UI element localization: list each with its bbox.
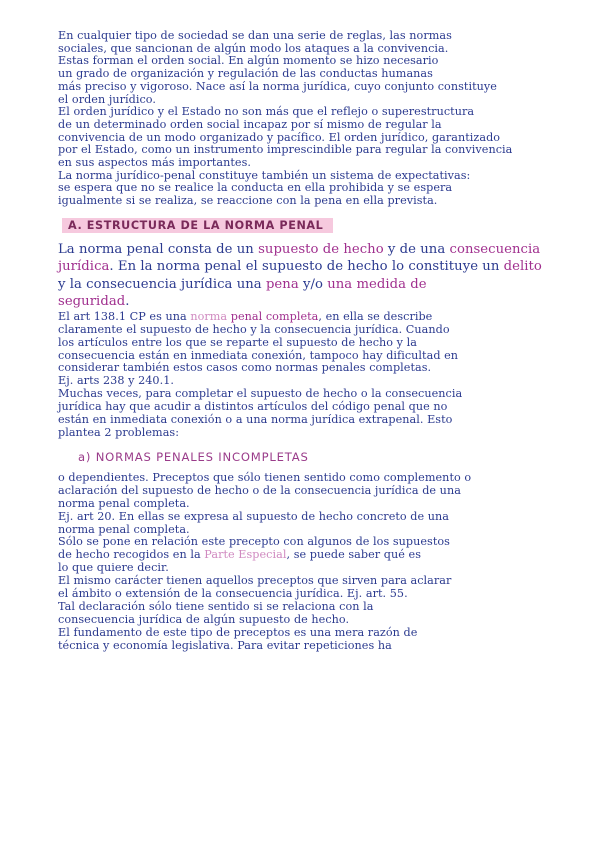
text-fragment: La norma penal consta de un xyxy=(58,241,259,257)
text-line: plantea 2 problemas: xyxy=(58,426,180,439)
section-heading-estructura: A. ESTRUCTURA DE LA NORMA PENAL xyxy=(62,218,333,233)
text-fragment: , en ella se describe xyxy=(318,309,433,323)
text-line: un grado de organización y regulación de las conductas humanas xyxy=(58,67,433,81)
text-line: están en inmediata conexión o a una norma jurídica extrapenal. Esto xyxy=(58,413,453,427)
highlight-delito: delito xyxy=(503,259,542,275)
text-line: aclaración del supuesto de hecho o de la consecuencia jurídica de una xyxy=(58,483,461,497)
text-line: consecuencia están en inmediata conexión, tampoco hay dificultad en xyxy=(58,348,459,362)
text-fragment: y la consecuencia jurídica una xyxy=(58,276,266,292)
text-fragment: El art 138.1 CP es una xyxy=(58,309,191,323)
highlight-parte-especial: Parte Especial xyxy=(204,548,287,562)
text-line xyxy=(58,258,579,276)
text-line: Ej. arts 238 y 240.1. xyxy=(58,374,174,388)
text-line: más preciso y vigoroso. Nace así la norma jurídica, cuyo conjunto constituye xyxy=(58,79,497,93)
highlight-medida: una medida de xyxy=(327,276,427,292)
text-line: sociales, que sancionan de algún modo los ataques a la convivencia. xyxy=(58,41,449,55)
text-line: los artículos entre los que se reparte el supuesto de hecho y la xyxy=(58,335,417,349)
text-line xyxy=(58,311,579,324)
text-line: considerar también estos casos como normas penales completas. xyxy=(58,361,432,375)
text-line: Ej. art 20. En ellas se expresa al supuesto de hecho concreto de una xyxy=(58,509,450,523)
highlight-juridica: jurídica xyxy=(58,259,110,275)
text-line xyxy=(58,241,579,259)
highlight-supuesto: supuesto de hecho xyxy=(258,241,384,257)
text-fragment: y de una xyxy=(383,241,450,257)
text-line: convivencia de un modo organizado y pacífico. El orden jurídico, garantizado xyxy=(58,130,501,144)
text-line: norma penal completa. xyxy=(58,522,190,536)
norma-completa-paragraph xyxy=(58,311,579,440)
text-line: En cualquier tipo de sociedad se dan una serie de reglas, las normas xyxy=(58,29,452,42)
incompletas-paragraph xyxy=(58,472,579,653)
text-line: el orden jurídico. xyxy=(58,92,156,106)
text-line: por el Estado, como un instrumento imprescindible para regular la convivencia xyxy=(58,143,513,157)
text-line: se espera que no se realice la conducta en ella prohibida y se espera xyxy=(58,181,453,195)
highlight-pena: pena xyxy=(265,276,299,292)
subsection-heading-incompletas: a) NORMAS PENALES INCOMPLETAS xyxy=(78,449,309,464)
expectativas-paragraph xyxy=(58,170,579,208)
text-fragment: de hecho recogidos en la xyxy=(58,548,205,562)
highlight-penal-completa: penal completa xyxy=(230,309,319,323)
text-line: Sólo se pone en relación este precepto con algunos de los supuestos xyxy=(58,535,450,549)
text-line: de un determinado orden social incapaz por sí mismo de regular la xyxy=(58,117,442,131)
text-line: consecuencia jurídica de algún supuesto de hecho. xyxy=(58,612,350,626)
text-line xyxy=(58,293,579,311)
text-fragment: y/o xyxy=(298,276,328,292)
text-fragment: . xyxy=(125,294,130,310)
text-line: o dependientes. Preceptos que sólo tienen sentido como complemento o xyxy=(58,470,472,484)
text-line: El mismo carácter tienen aquellos preceptos que sirven para aclarar xyxy=(58,574,452,588)
orden-juridico-paragraph xyxy=(58,106,579,170)
text-line: técnica y economía legislativa. Para evitar repeticiones ha xyxy=(58,638,392,652)
highlight-consecuencia: consecuencia xyxy=(449,241,541,257)
text-line: lo que quiere decir. xyxy=(58,561,169,575)
text-line: el ámbito o extensión de la consecuencia jurídica. Ej. art. 55. xyxy=(58,587,408,601)
highlight-norma: norma xyxy=(190,309,231,323)
text-line: en sus aspectos más importantes. xyxy=(58,156,252,170)
highlight-seguridad: seguridad xyxy=(58,294,126,310)
text-line: Tal declaración sólo tiene sentido si se relaciona con la xyxy=(58,599,374,613)
text-line xyxy=(58,276,579,294)
text-fragment: . En la norma penal el supuesto de hecho lo constituye un xyxy=(109,259,504,275)
text-line: claramente el supuesto de hecho y la consecuencia jurídica. Cuando xyxy=(58,322,450,336)
text-line: El orden jurídico y el Estado no son más que el reflejo o superestructura xyxy=(58,105,475,119)
text-line: El fundamento de este tipo de preceptos es una mera razón de xyxy=(58,625,418,639)
text-line: Muchas veces, para completar el supuesto de hecho o la consecuencia xyxy=(58,387,463,401)
intro-paragraph xyxy=(58,30,579,106)
text-line: igualmente si se realiza, se reaccione con la pena en ella prevista. xyxy=(58,194,438,208)
text-line: jurídica hay que acudir a distintos artículos del código penal que no xyxy=(58,400,448,414)
text-line: norma penal completa. xyxy=(58,496,190,510)
estructura-intro xyxy=(58,241,579,311)
text-fragment: , se puede saber qué es xyxy=(286,548,421,562)
text-line: La norma jurídico-penal constituye también un sistema de expectativas: xyxy=(58,168,471,182)
text-line: Estas forman el orden social. En algún momento se hizo necesario xyxy=(58,54,439,68)
